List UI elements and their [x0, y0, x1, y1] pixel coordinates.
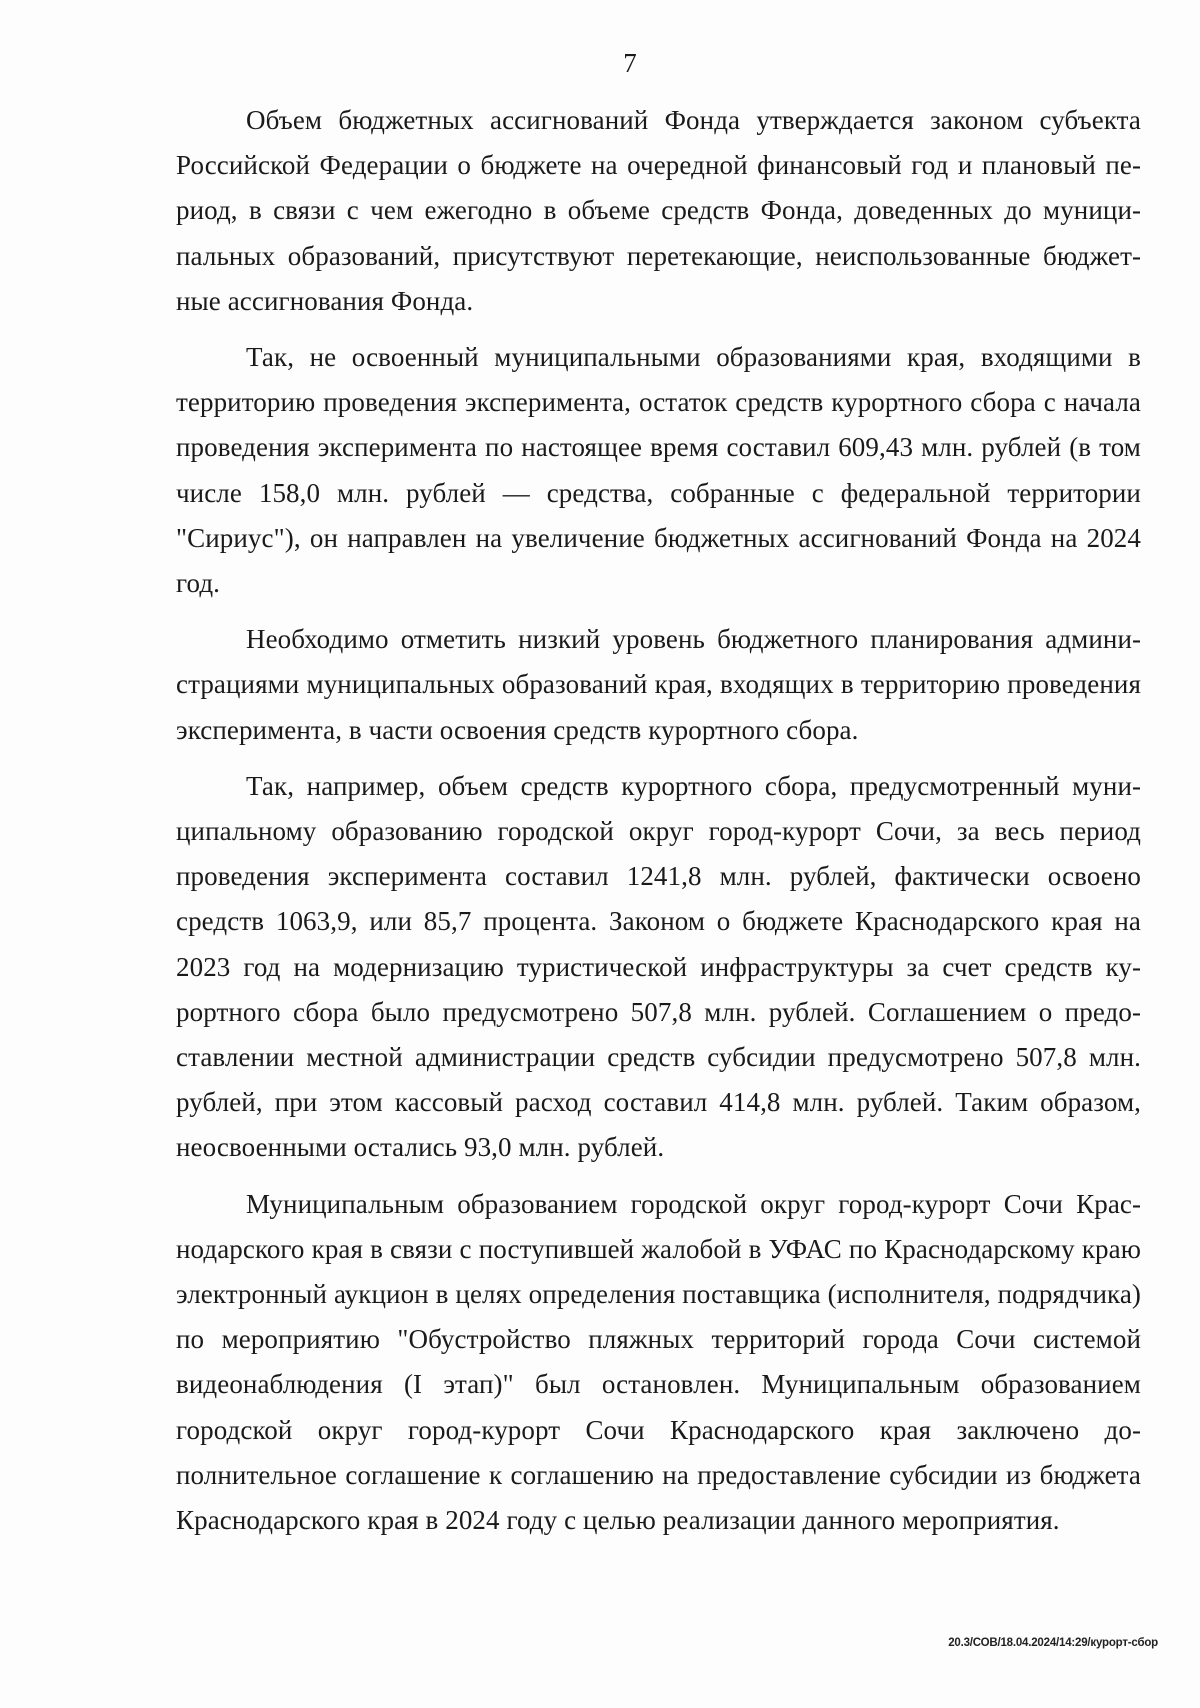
page-number: 7	[623, 48, 637, 78]
paragraph: Так, например, объем средств курортного сбора, предусмотренный муниципальному образованию городской округ город-курорт Сочи, за весь период проведения эксперимента составил 1241,8 млн. рублей, фактически освоено средств 1063,9, или 85,7 процента. Законом о бюджете Краснодарского края на 2023 год на модернизацию туристической инфраструктуры за счет средств курортного сбора было предусмотрено 507,8 млн. рублей. Соглашением о предоставлении местной администрации средств субсидии предусмотрено 507,8 млн. рублей, при этом кассовый расход составил 414,8 млн. рублей. Таким образом, неосвоенными остались 93,0 млн. рублей.	[176, 770, 1141, 1163]
paragraph: Необходимо отметить низкий уровень бюджетного планирования администрациями муниципальных образований края, входящих в территорию проведения эксперимента, в части освоения средств курортного сбора.	[176, 624, 1141, 745]
paragraph: Муниципальным образованием городской округ город-курорт Сочи Краснодарского края в связи с поступившей жалобой в УФАС по Краснодарскому краю электронный аукцион в целях определения поставщика (исполнителя, подрядчика) по мероприятию "Обустройство пляжных территорий города Сочи системой видеонаблюдения (I этап)" был остановлен. Муниципальным образованием городской округ город-курорт Сочи Краснодарского края заключено дополнительное соглашение к соглашению на предоставление субсидии из бюджета Краснодарского края в 2024 году с целью реализации данного мероприятия.	[176, 1188, 1141, 1536]
document-reference-code: 20.3/СОВ/18.04.2024/14:29/курорт-сбор	[948, 1637, 1158, 1649]
paragraph: Объем бюджетных ассигнований Фонда утверждается законом субъекта Российской Федерации о бюджете на очередной финансовый год и плановый период, в связи с чем ежегодно в объеме средств Фонда, доведенных до муниципальных образований, присутствуют перетекающие, неиспользованные бюджетные ассигнования Фонда.	[176, 105, 1141, 316]
paragraph: Так, не освоенный муниципальными образованиями края, входящими в территорию проведения эксперимента, остаток средств курортного сбора с начала проведения эксперимента по настоящее время составил 609,43 млн. рублей (в том числе 158,0 млн. рублей — средства, собранные с федеральной территории "Сириус"), он направлен на увеличение бюджетных ассигнований Фонда на 2024 год.	[176, 342, 1141, 599]
document-body	[176, 98, 1141, 1554]
